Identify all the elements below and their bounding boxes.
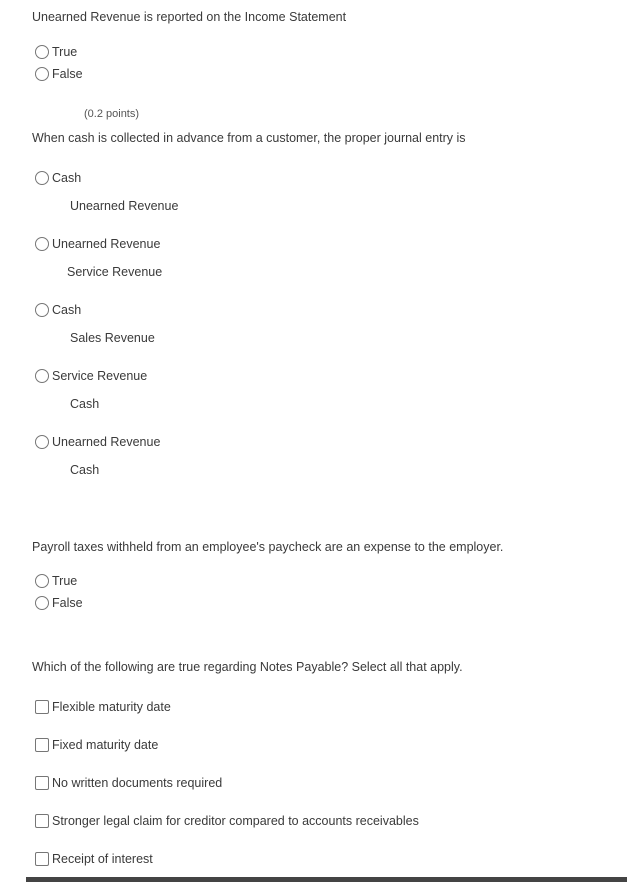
option-label: Flexible maturity date [52, 700, 171, 714]
question-2-text: When cash is collected in advance from a customer, the proper journal entry is [32, 131, 466, 145]
checkbox[interactable] [35, 738, 49, 752]
radio-button[interactable] [35, 369, 49, 383]
option-debit-label: Cash [52, 303, 82, 317]
option-debit-label: Cash [52, 171, 82, 185]
option-label: True [52, 574, 78, 588]
radio-button[interactable] [35, 67, 49, 81]
question-1-text: Unearned Revenue is reported on the Income Statement [32, 10, 347, 24]
option-debit-label: Unearned Revenue [52, 237, 161, 251]
option-credit-label: Service Revenue [67, 265, 163, 279]
option-debit-label: Unearned Revenue [52, 435, 161, 449]
q4-option-5[interactable] [35, 852, 153, 866]
q1-option-true[interactable] [35, 45, 77, 59]
q2-option-1[interactable] [35, 171, 81, 185]
radio-button[interactable] [35, 435, 49, 449]
q4-option-4[interactable] [35, 814, 419, 828]
option-label: No written documents required [52, 776, 223, 790]
q4-option-3[interactable] [35, 776, 222, 790]
option-label: Stronger legal claim for creditor compared to accounts receivables [52, 814, 419, 828]
checkbox[interactable] [35, 814, 49, 828]
q2-option-5[interactable] [35, 435, 160, 449]
radio-button[interactable] [35, 237, 49, 251]
q2-option-4[interactable] [35, 369, 147, 383]
q4-option-2[interactable] [35, 738, 158, 752]
option-label: False [52, 596, 83, 610]
radio-button[interactable] [35, 171, 49, 185]
option-credit-label: Cash [70, 463, 100, 477]
option-credit-label: Unearned Revenue [70, 199, 179, 213]
option-credit-label: Cash [70, 397, 100, 411]
radio-button[interactable] [35, 303, 49, 317]
q1-option-false[interactable] [35, 67, 83, 81]
radio-button[interactable] [35, 45, 49, 59]
q4-option-1[interactable] [35, 700, 171, 714]
radio-button[interactable] [35, 596, 49, 610]
question-4-text: Which of the following are true regarding Notes Payable? Select all that apply. [32, 660, 463, 674]
checkbox[interactable] [35, 852, 49, 866]
option-credit-label: Sales Revenue [70, 331, 155, 345]
q3-option-true[interactable] [35, 574, 77, 588]
option-label: True [52, 45, 78, 59]
radio-button[interactable] [35, 574, 49, 588]
option-label: False [52, 67, 83, 81]
option-debit-label: Service Revenue [52, 369, 148, 383]
bottom-divider [26, 877, 627, 882]
option-label: Receipt of interest [52, 852, 153, 866]
q2-option-3[interactable] [35, 303, 81, 317]
question-2-points-cutoff: (0.2 points) [84, 108, 140, 120]
question-3-text: Payroll taxes withheld from an employee's paycheck are an expense to the employer. [32, 540, 504, 554]
option-label: Fixed maturity date [52, 738, 159, 752]
q3-option-false[interactable] [35, 596, 83, 610]
checkbox[interactable] [35, 776, 49, 790]
q2-option-2[interactable] [35, 237, 160, 251]
checkbox[interactable] [35, 700, 49, 714]
